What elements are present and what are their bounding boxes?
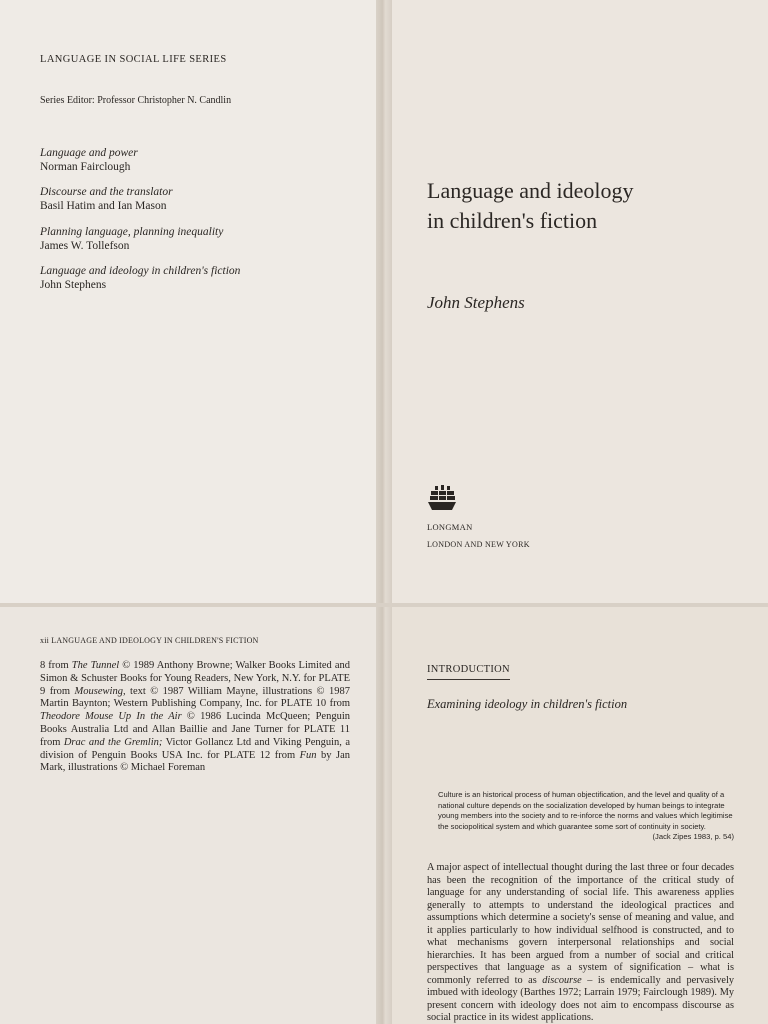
series-book xyxy=(40,146,138,174)
series-book xyxy=(40,225,223,253)
body-segment-italic: discourse xyxy=(542,974,582,986)
series-book-title: Language and power xyxy=(40,147,138,159)
credits-segment-italic: The Tunnel xyxy=(71,660,120,671)
credits-segment-text: © 1989 Anthony Browne; Walker Books Limited and Simon & Schuster Books for Young Readers, New York, N.Y. for PLATE 9 from xyxy=(40,660,350,697)
book-title-line: in children's fiction xyxy=(427,208,598,233)
credits-segment-text: 8 from xyxy=(40,660,72,671)
credits-segment-italic: Drac and the Gremlin; xyxy=(63,736,163,748)
book-title-line: Language and ideology xyxy=(427,178,634,203)
running-head: xii LANGUAGE AND IDEOLOGY IN CHILDREN'S FICTION xyxy=(40,636,259,645)
book-title xyxy=(427,176,634,236)
body-segment-text: A major aspect of intellectual thought during the last three or four decades has been the recognition of the importance of the critical study of language for any understanding of social life. This awareness applies generally to attempts to understand the ideological practices and assumptions which determine a society's sense of meaning and value, and it applies particularly to how individual selfhood is constructed, and to what mechanisms govern interpersonal relationships and social hierarchies. It has been argued from a number of social and critical perspectives that language as a system of signification – what is commonly referred to as xyxy=(427,862,734,986)
series-book-author: John Stephens xyxy=(40,279,107,291)
book-author: John Stephens xyxy=(427,293,525,312)
plate-credits xyxy=(40,660,350,775)
body-segment-text: – is endemically and pervasively imbued with ideology (Barthes 1972; Larrain 1979; Fairclough 1989). My present concern with ideology does not aim to encompass discourse as social practice in its widest applications. xyxy=(427,974,734,1023)
series-book-title: Planning language, planning inequality xyxy=(40,226,224,238)
credits-segment-italic: Mousewing, xyxy=(74,685,126,697)
page-series xyxy=(0,0,382,606)
series-book-author: James W. Tollefson xyxy=(40,240,130,252)
series-book-author: Norman Fairclough xyxy=(40,161,131,173)
credits-segment-text: © 1986 Lucinda McQueen; Penguin Books Australia Ltd and Allan Baillie and Jane Turner for PLATE 11 from xyxy=(40,711,350,748)
series-editor: Series Editor: Professor Christopher N. Candlin xyxy=(40,95,232,106)
series-book-title: Discourse and the translator xyxy=(40,186,173,198)
series-book xyxy=(40,264,240,292)
publisher-name: LONGMAN xyxy=(427,522,473,532)
series-book xyxy=(40,185,173,213)
epigraph-source: (Jack Zipes 1983, p. 54) xyxy=(652,832,734,842)
longman-ship-icon xyxy=(427,484,457,512)
series-book-title: Language and ideology in children's fiction xyxy=(40,265,241,277)
page-divider xyxy=(0,603,768,607)
credits-segment-text: by Jan Mark, illustrations © Michael Foreman xyxy=(40,749,350,774)
credits-segment-text: text © 1987 William Mayne, illustrations © 1987 Martin Baynton; Western Publishing Company, Inc. for PLATE 10 from xyxy=(40,685,350,710)
section-label: INTRODUCTION xyxy=(427,664,510,680)
series-book-author: Basil Hatim and Ian Mason xyxy=(40,200,167,212)
series-title: LANGUAGE IN SOCIAL LIFE SERIES xyxy=(40,54,227,65)
epigraph-quote: Culture is an historical process of human objectification, and the level and quality of a national culture depends on the socialization developed by human beings to integrate young members into the society and to re-inforce the norms and values which legitimise the sociopolitical system and which guarantee some sort of continuity in society. xyxy=(438,790,733,831)
intro-body-text xyxy=(427,862,734,1024)
section-title: Examining ideology in children's fiction xyxy=(427,697,628,711)
epigraph xyxy=(438,790,734,843)
book-gutter xyxy=(376,0,392,1024)
credits-segment-italic: Fun xyxy=(299,749,317,761)
publisher-place: LONDON AND NEW YORK xyxy=(427,540,530,549)
credits-segment-italic: Theodore Mouse Up In the Air xyxy=(40,711,182,723)
credits-segment-text: Victor Gollancz Ltd and Viking Penguin, a division of Penguin Books USA Inc. for PLATE 12 from xyxy=(40,736,351,761)
